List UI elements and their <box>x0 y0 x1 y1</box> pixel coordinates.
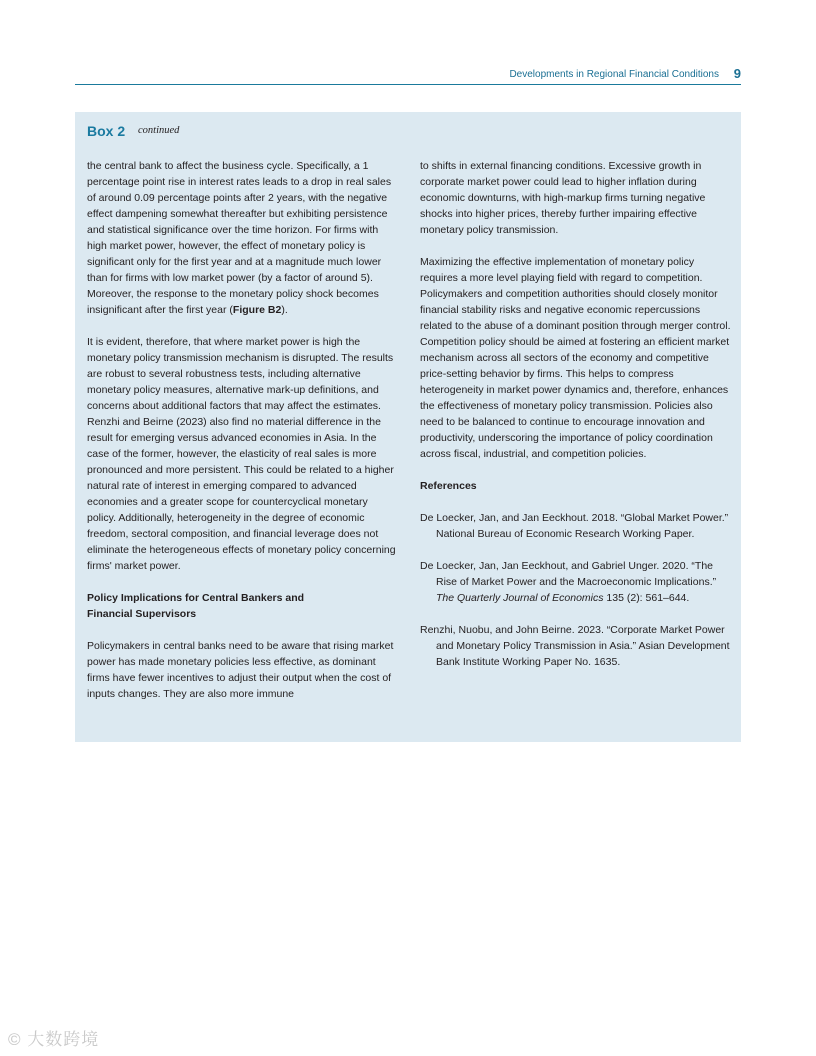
box-continued-label: continued <box>138 125 180 136</box>
journal-title: The Quarterly Journal of Economics <box>436 592 604 604</box>
references-heading: References <box>420 480 477 492</box>
box-2-panel <box>75 112 741 742</box>
reference-item <box>420 558 732 606</box>
reference-text: De Loecker, Jan, Jan Eeckhout, and Gabriel Unger. 2020. “The Rise of Market Power and the Macroeconomic Implications.” <box>420 560 717 588</box>
paragraph: It is evident, therefore, that where market power is high the monetary policy transmission mechanism is disrupted. The results are robust to several robustness tests, including alternative monetary policy measures, alternative mark-up definitions, and concerns about additional factors that may affect the estimates. Renzhi and Beirne (2023) also find no material difference in the result for emerging versus advanced economies in Asia. In the case of the former, however, the elasticity of real sales is more pronounced and more persistent. This could be related to a higher natural rate of interest in emerging compared to advanced economies and a greater scope for countercyclical monetary policy. Additionally, heterogeneity in the degree of economic freedom, sectoral composition, and financial leverage does not eliminate the heterogeneous effects of monetary policy concerning firms' market power. <box>87 336 396 572</box>
page-number: 9 <box>733 66 741 81</box>
left-column <box>87 158 399 718</box>
figure-reference: Figure B2 <box>232 304 282 316</box>
paragraph: Policymakers in central banks need to be aware that rising market power has made monetary policies less effective, as dominant firms have fewer incentives to adjust their output when the cost of inputs changes. They are also more immune <box>87 640 394 700</box>
watermark: © 大数跨境 <box>8 1030 100 1049</box>
running-header <box>75 66 741 85</box>
paragraph: to shifts in external financing conditions. Excessive growth in corporate market power could lead to higher inflation during economic downturns, with high-markup firms turning negative shocks into higher prices, thereby further impairing effective monetary policy transmission. <box>420 160 706 236</box>
reference-item: De Loecker, Jan, and Jan Eeckhout. 2018. “Global Market Power.” National Bureau of Economic Research Working Paper. <box>420 512 729 540</box>
box-label: Box 2 <box>87 123 126 139</box>
paragraph-text: ). <box>281 304 288 316</box>
section-heading <box>87 590 399 622</box>
right-column <box>420 158 732 686</box>
section-heading-line: Financial Supervisors <box>87 608 197 620</box>
reference-item: Renzhi, Nuobu, and John Beirne. 2023. “Corporate Market Power and Monetary Policy Transmission in Asia.” Asian Development Bank Institute Working Paper No. 1635. <box>420 624 730 668</box>
running-title: Developments in Regional Financial Conditions <box>509 69 719 80</box>
paragraph-text: the central bank to affect the business cycle. Specifically, a 1 percentage point rise in interest rates leads to a drop in real sales of around 0.09 percentage points after 2 years, with the negative effect dampening somewhat thereafter but exhibiting persistence and statistical significance over the time horizon. For firms with high market power, however, the effect of monetary policy is significant only for the first year and at a magnitude much lower than for firms with low market power (by a factor of around 5). Moreover, the response to the monetary policy shock becomes insignificant after the first year ( <box>87 160 392 316</box>
reference-text: 135 (2): 561–644. <box>603 592 690 604</box>
section-heading-line: Policy Implications for Central Bankers and <box>87 592 305 604</box>
paragraph <box>87 158 399 318</box>
paragraph: Maximizing the effective implementation of monetary policy requires a more level playing field with regard to competition. Policymakers and competition authorities should closely monitor financial stability risks and negative economic repercussions related to the abuse of a dominant position through merger control. Competition policy should be aimed at fostering an efficient market mechanism across all sectors of the economy and competitive price-setting behavior by firms. This helps to compress heterogeneity in market power dynamics and, therefore, enhances the effectiveness of monetary policy transmission. Policies also need to be balanced to continue to encourage innovation and productivity, underscoring the importance of policy coordination across fiscal, industrial, and competition policies. <box>420 256 731 460</box>
